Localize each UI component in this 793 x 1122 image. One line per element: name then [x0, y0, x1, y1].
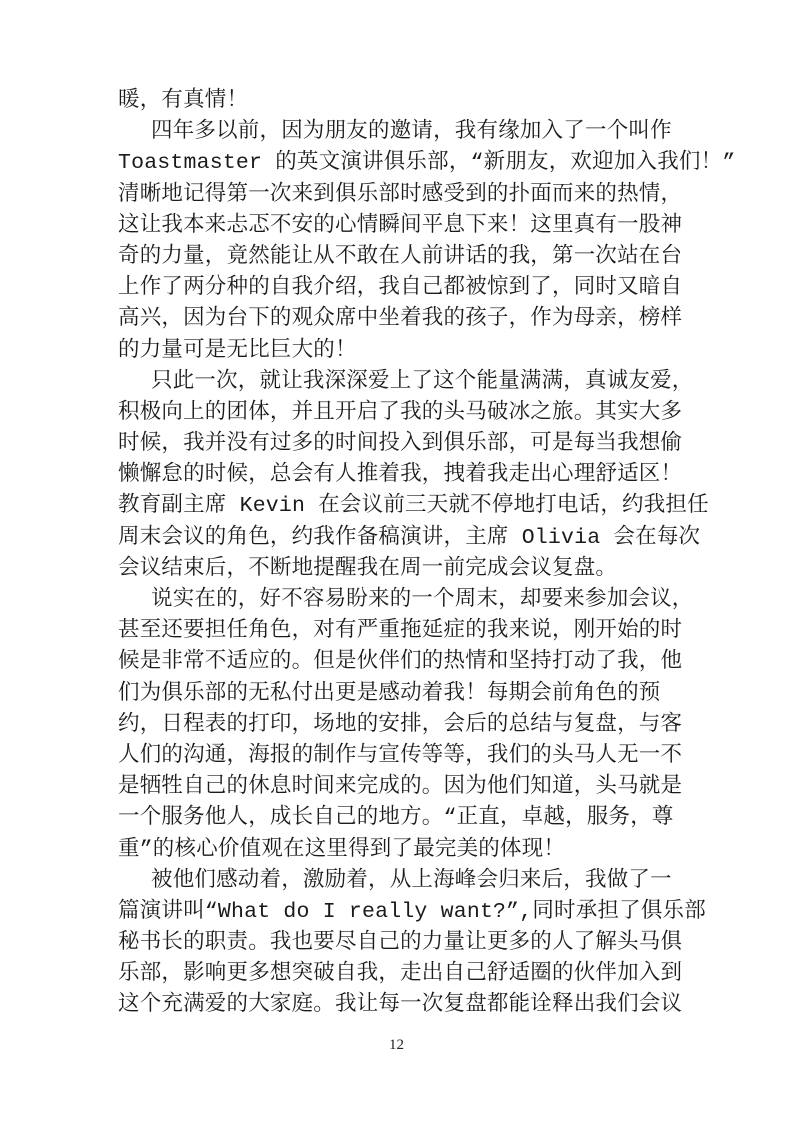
text-line: 只此一次，就让我深深爱上了这个能量满满，真诚友爱， [151, 369, 694, 394]
text-line: 秘书长的职责。我也要尽自己的力量让更多的人了解头马俱 [118, 931, 683, 956]
text-line: 懒懈怠的时候，总会有人推着我，拽着我走出心理舒适区！ [118, 463, 683, 488]
text-line: 时候，我并没有过多的时间投入到俱乐部，可是每当我想偷 [118, 432, 683, 457]
text-line: 奇的力量，竟然能让从不敢在人前讲话的我，第一次站在台 [118, 244, 683, 269]
text-line: 人们的沟通，海报的制作与宣传等等，我们的头马人无一不 [118, 743, 683, 768]
body-text-block [118, 86, 736, 1022]
text-line: 四年多以前，因为朋友的邀请，我有缘加入了一个叫作 [151, 120, 672, 145]
text-line: 周末会议的角色，约我作备稿演讲，主席 Olivia 会在每次 [118, 525, 701, 550]
text-line: 约，日程表的打印，场地的安排，会后的总结与复盘，与客 [118, 712, 683, 737]
text-line: 乐部，影响更多想突破自我，走出自己舒适圈的伙伴加入到 [118, 962, 683, 987]
text-line: 说实在的，好不容易盼来的一个周末，却要来参加会议， [151, 588, 694, 612]
text-line: 们为俱乐部的无私付出更是感动着我！每期会前角色的预 [118, 681, 661, 706]
text-line: 清晰地记得第一次来到俱乐部时感受到的扑面而来的热情， [118, 182, 683, 207]
text-line: 篇演讲叫“What do I really want?”,同时承担了俱乐部 [118, 899, 706, 924]
text-line: 教育副主席 Kevin 在会议前三天就不停地打电话，约我担任 [118, 494, 709, 519]
text-line: 积极向上的团体，并且开启了我的头马破冰之旅。其实大多 [118, 400, 683, 425]
text-line: 暖，有真情！ [118, 89, 249, 113]
page-number: 12 [389, 1037, 404, 1053]
text-line: Toastmaster 的英文演讲俱乐部，“新朋友，欢迎加入我们！” [118, 151, 736, 176]
text-line: 一个服务他人，成长自己的地方。“正直，卓越，服务，尊 [118, 806, 674, 831]
text-line: 会议结束后，不断地提醒我在周一前完成会议复盘。 [118, 556, 618, 581]
text-line: 这让我本来忐忑不安的心情瞬间平息下来！这里真有一股神 [118, 213, 683, 238]
text-line: 候是非常不适应的。但是伙伴们的热情和坚持打动了我，他 [118, 650, 683, 675]
text-line: 被他们感动着，激励着，从上海峰会归来后，我做了一 [151, 868, 672, 893]
text-line: 重”的核心价值观在这里得到了最完美的体现！ [118, 837, 566, 862]
text-line: 高兴，因为台下的观众席中坐着我的孩子，作为母亲，榜样 [118, 307, 683, 332]
text-line: 这个充满爱的大家庭。我让每一次复盘都能诠释出我们会议 [118, 993, 683, 1018]
text-line: 的力量可是无比巨大的！ [118, 338, 357, 363]
text-line: 上作了两分种的自我介绍，我自己都被惊到了，同时又暗自 [118, 276, 683, 301]
text-line: 是牺牲自己的休息时间来完成的。因为他们知道，头马就是 [118, 775, 683, 800]
text-line: 甚至还要担任角色，对有严重拖延症的我来说，刚开始的时 [118, 619, 683, 644]
